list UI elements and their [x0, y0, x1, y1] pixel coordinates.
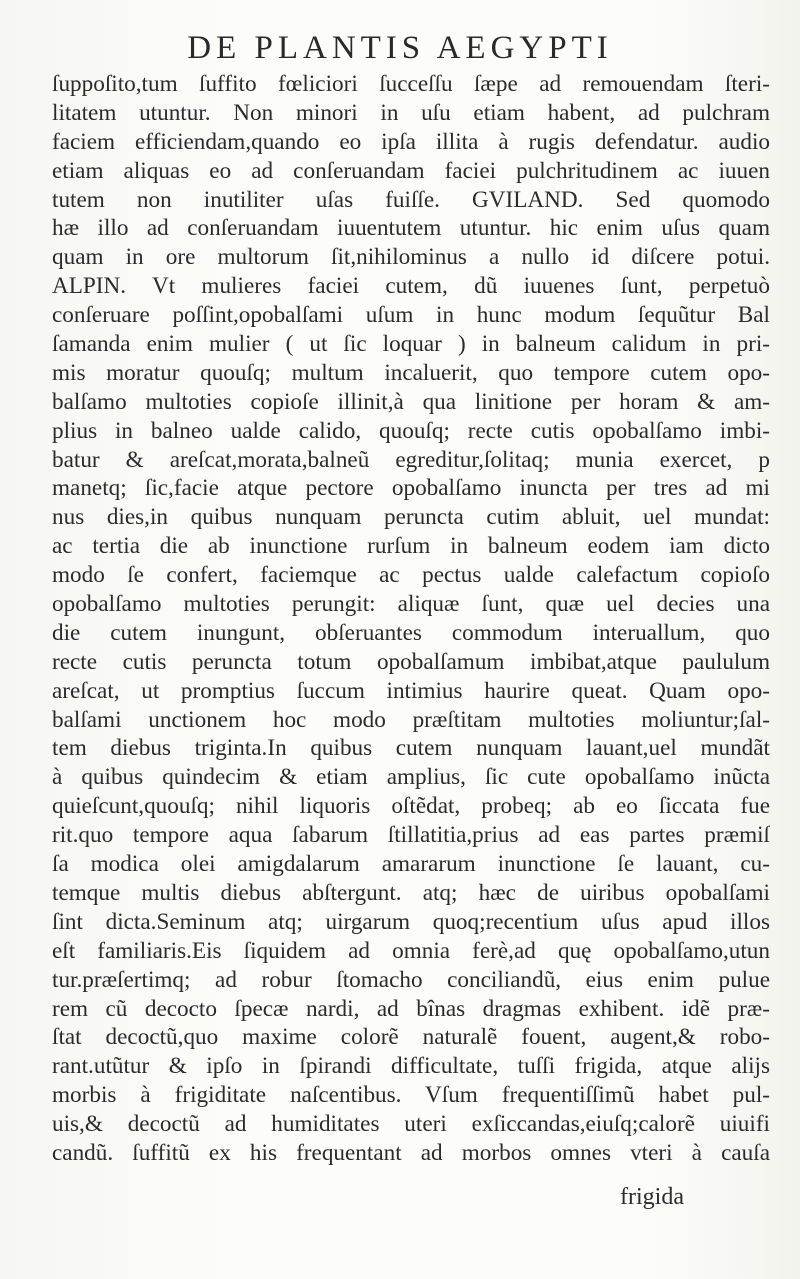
text-line: balſamo multoties copioſe illinit,à qua linitione per horam & am-: [52, 388, 770, 415]
text-line: ALPIN. Vt mulieres faciei cutem, dũ iuuenes ſunt, perpetuò: [52, 273, 770, 300]
text-line: tem diebus triginta.In quibus cutem nunquam lauant,uel mundãt: [52, 735, 770, 762]
text-line: die cutem inungunt, obſeruantes commodum interuallum, quo: [52, 619, 770, 646]
text-line: rem cũ decocto ſpecæ nardi, ad bînas dragmas exhibent. idẽ præ-: [52, 995, 770, 1022]
text-line: balſami unctionem hoc modo præſtitam multoties moliuntur;ſal-: [52, 706, 770, 733]
text-line: candũ. ſuffitũ ex his frequentant ad morbos omnes vteri à cauſa: [52, 1139, 770, 1166]
text-line: ſamanda enim mulier ( ut ſic loquar ) in balneum calidum in pri-: [52, 331, 770, 358]
text-line: quieſcunt,quouſq; nihil liquoris oſtẽdat, probeq; ab eo ſiccata fue: [52, 793, 770, 820]
text-line: opobalſamo multoties perungit: aliquæ ſunt, quæ uel decies una: [52, 591, 770, 618]
text-line: ſa modica olei amigdalarum amararum inunctione ſe lauant, cu-: [52, 851, 770, 878]
text-line: ſint dicta.Seminum atq; uirgarum quoq;recentium uſus apud illos: [52, 908, 770, 935]
text-line: rit.quo tempore aqua ſabarum ſtillatitia,prius ad eas partes præmiſ: [52, 822, 770, 849]
text-line: plius in balneo ualde calido, quouſq; recte cutis opobalſamo imbi-: [52, 417, 770, 444]
text-line: tutem non inutiliter uſas fuiſſe. GVILAND. Sed quomodo: [52, 186, 770, 213]
text-line: batur & areſcat,morata,balneũ egreditur,ſolitaq; munia exercet, p: [52, 446, 770, 473]
text-line: ac tertia die ab inunctione rurſum in balneum eodem iam dicto: [52, 533, 770, 560]
text-line: nus dies,in quibus nunquam peruncta cutim abluit, uel mundat:: [52, 504, 770, 531]
text-line: areſcat, ut promptius ſuccum intimius haurire queat. Quam opo-: [52, 677, 770, 704]
text-line: eſt familiaris.Eis ſiquidem ad omnia ferè,ad quę opobalſamo,utun: [52, 937, 770, 964]
text-line: temque multis diebus abſtergunt. atq; hæc de uiribus opobalſami: [52, 879, 770, 906]
text-line: rant.utũtur & ipſo in ſpirandi difficultate, tuſſi frigida, atque alijs: [52, 1053, 770, 1080]
text-line: ſuppoſito,tum ſuffito fœliciori ſucceſſu ſæpe ad remouendam ſteri-: [52, 71, 770, 97]
text-line: à quibus quindecim & etiam amplius, ſic cute opobalſamo inũcta: [52, 764, 770, 791]
text-line: mis moratur quouſq; multum incaluerit, quo tempore cutem opo-: [52, 359, 770, 386]
text-line: tur.præſertimq; ad robur ſtomacho conciliandũ, eius enim pulue: [52, 966, 770, 993]
text-line: litatem utuntur. Non minori in uſu etiam habent, ad pulchram: [52, 99, 770, 126]
body-text-block: [52, 70, 770, 1168]
text-line: manetq; ſic,facie atque pectore opobalſamo inuncta per tres ad mi: [52, 475, 770, 502]
text-line: ſtat decoctũ,quo maxime colorẽ naturalẽ fouent, augent,& robo-: [52, 1024, 770, 1051]
text-line: recte cutis peruncta totum opobalſamum imbibat,atque paululum: [52, 648, 770, 675]
text-line: faciem efficiendam,quando eo ipſa illita à rugis defendatur. audio: [52, 128, 770, 155]
catchword: frigida: [620, 1184, 684, 1210]
text-line: modo ſe confert, faciemque ac pectus ualde calefactum copioſo: [52, 562, 770, 589]
text-line: hæ illo ad conſeruandam iuuentutem utuntur. hic enim uſus quam: [52, 215, 770, 242]
text-line: quam in ore multorum ſit,nihilominus a nullo id diſcere potui.: [52, 244, 770, 271]
text-line: conſeruare poſſint,opobalſami uſum in hunc modum ſequũtur Bal: [52, 302, 770, 329]
running-head-title: DE PLANTIS AEGYPTI: [187, 30, 613, 66]
text-line: uis,& decoctũ ad humiditates uteri exſiccandas,eiuſq;calorẽ uiuifi: [52, 1111, 770, 1138]
text-line: etiam aliquas eo ad conſeruandam faciei pulchritudinem ac iuuen: [52, 157, 770, 184]
text-line: morbis à frigiditate naſcentibus. Vſum frequentiſſimũ habet pul-: [52, 1082, 770, 1109]
